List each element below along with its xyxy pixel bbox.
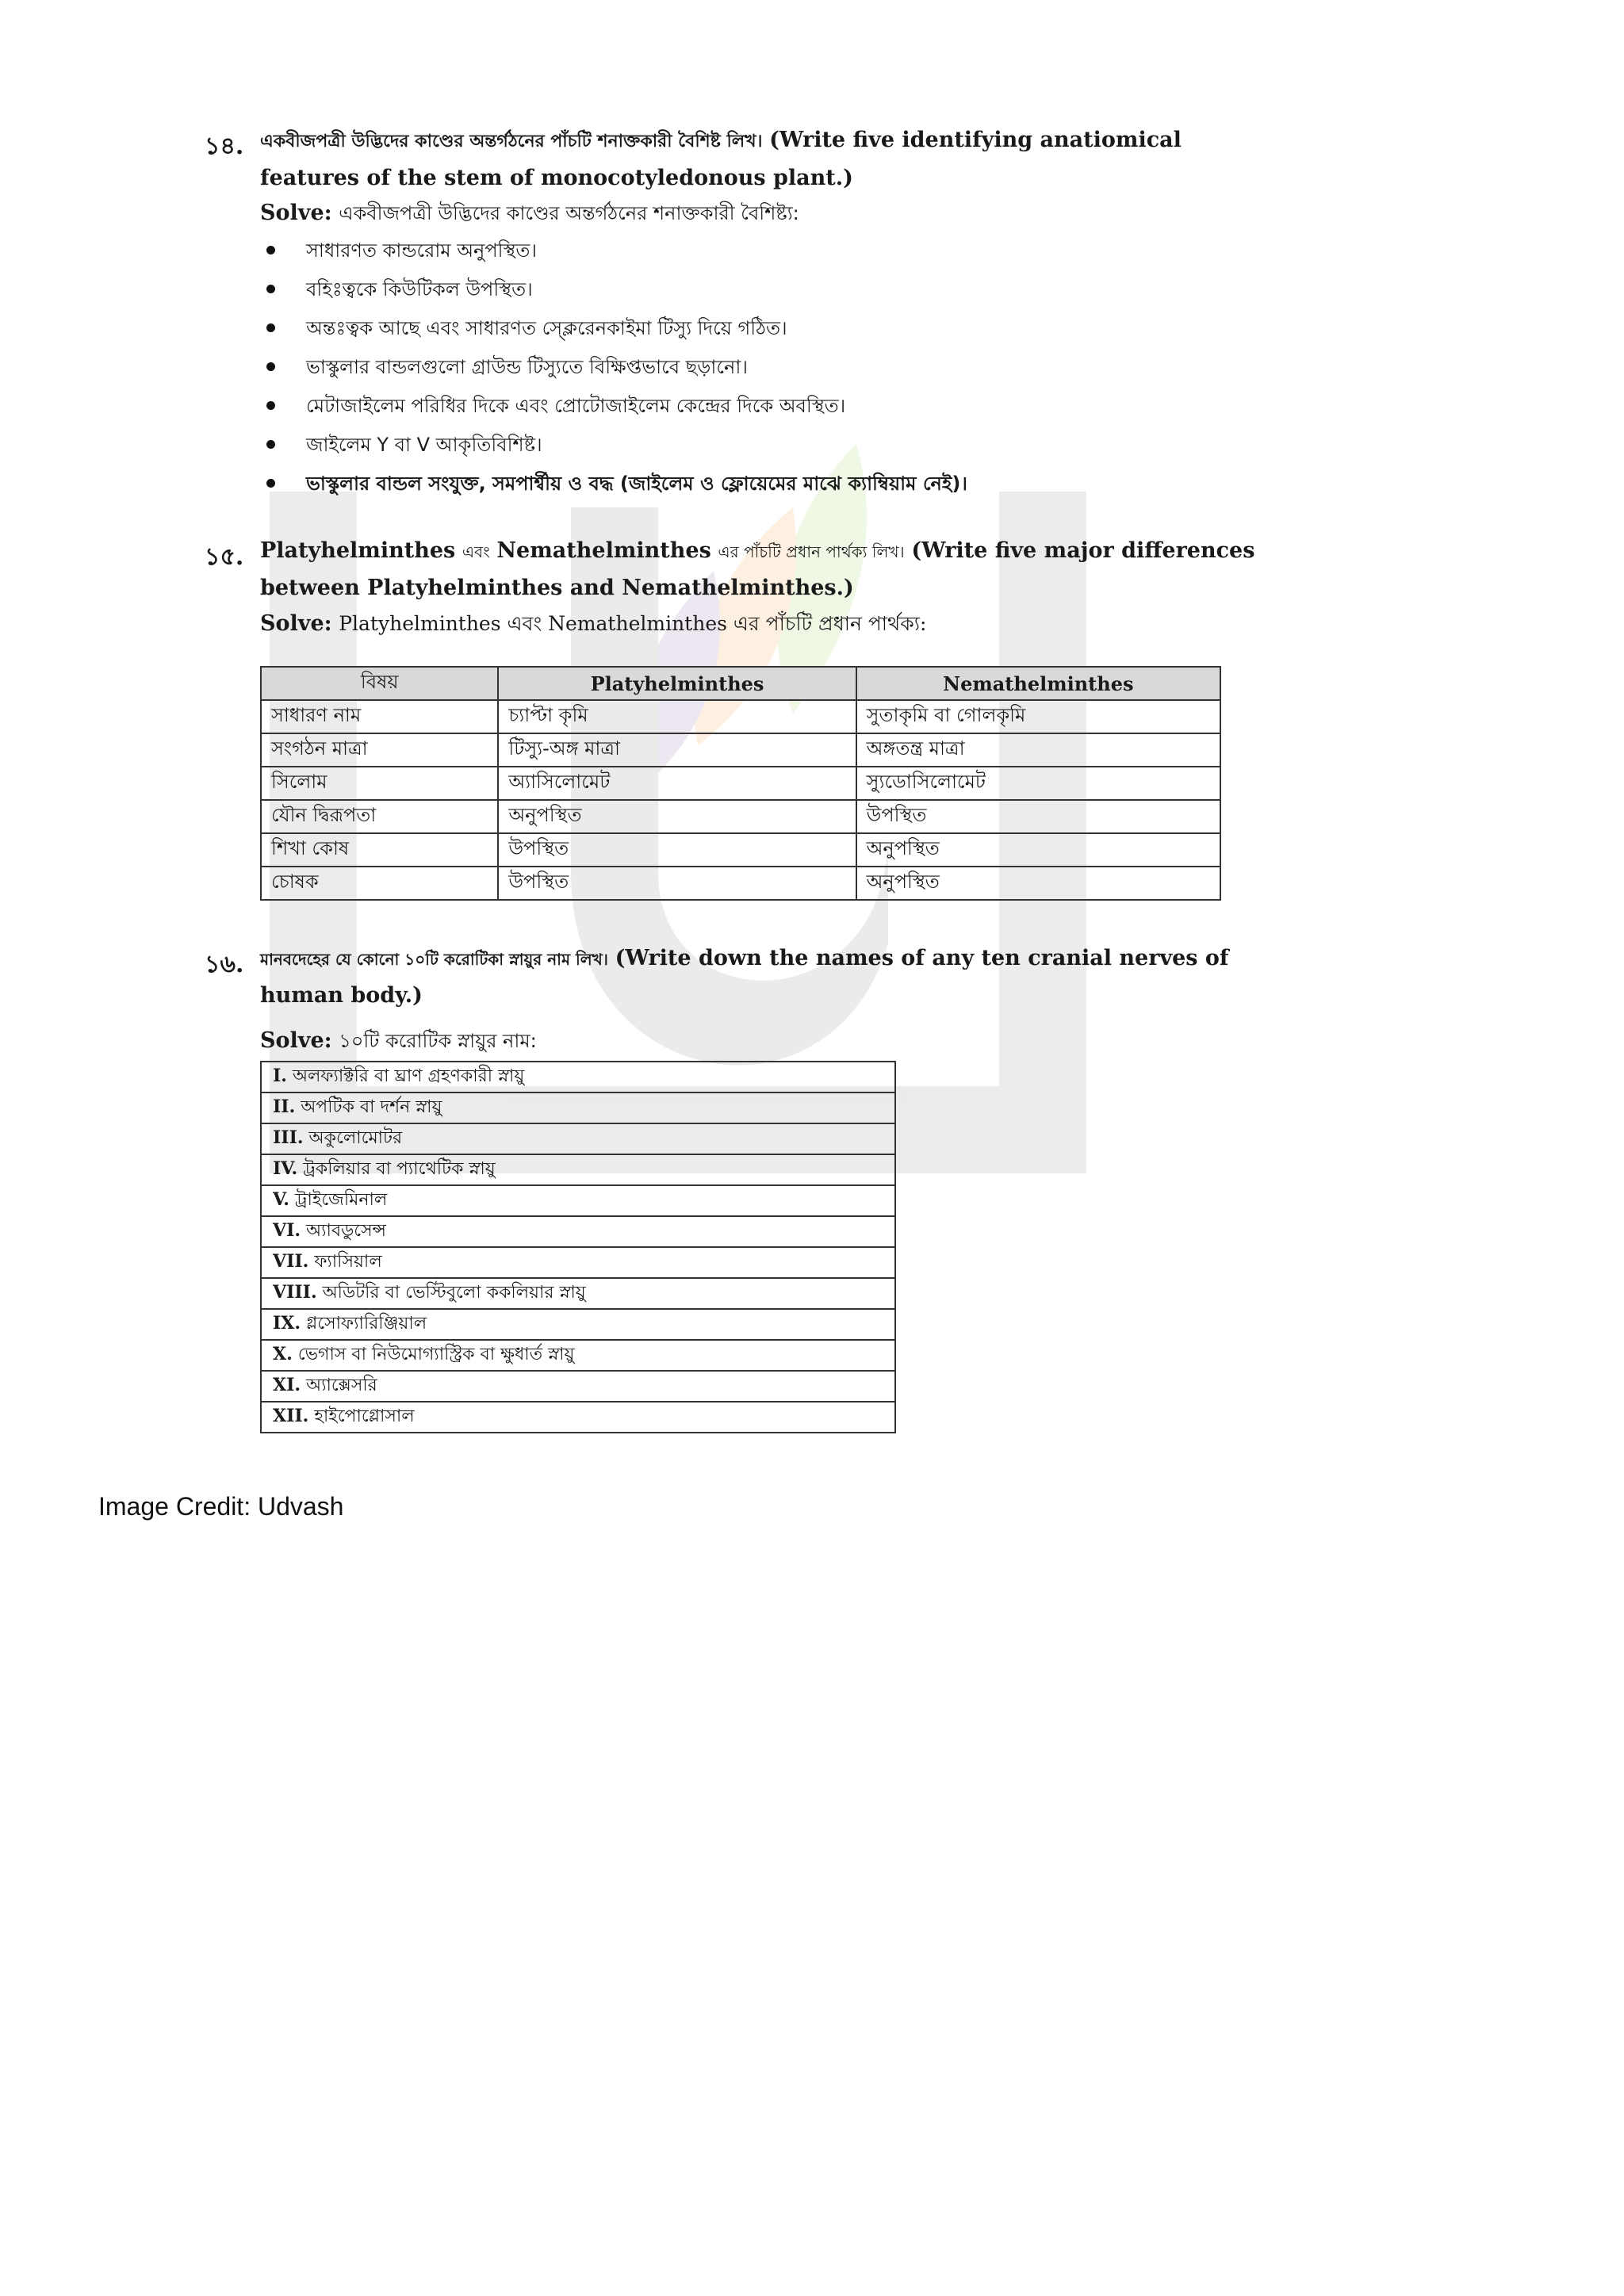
nerve-name: ভেগাস বা নিউমোগ্যাস্ট্রিক বা ক্ষুধার্ত স্নায়ু [297, 1345, 575, 1364]
table-cell [261, 1154, 895, 1185]
q15-question-en-line1: (Write five major differences [911, 538, 1255, 563]
list-item-text: ভাস্কুলার বান্ডল সংযুক্ত, সমপার্শ্বীয় ও বদ্ধ (জাইলেম ও ফ্লোয়েমের মাঝে ক্যাম্বিয়াম নেই)। [306, 473, 967, 495]
table-cell: অঙ্গতন্ত্র মাত্রা [856, 733, 1220, 767]
list-item-text: মেটাজাইলেম পরিধির দিকে এবং প্রোটোজাইলেম কেন্দ্রের দিকে অবস্থিত। [306, 395, 846, 417]
table-cell: শিখা কোষ [261, 833, 498, 867]
bullet-icon [266, 285, 275, 293]
list-item-text: সাধারণত কান্ডরোম অনুপস্থিত। [306, 239, 537, 262]
q14-solve-label: Solve: [260, 201, 332, 225]
table-cell: সংগঠন মাত্রা [261, 733, 498, 767]
table-row [261, 1340, 895, 1371]
roman-numeral: XII. [273, 1406, 309, 1426]
nerve-name: অ্যাবডুসেন্স [306, 1221, 386, 1241]
table-row [261, 800, 1220, 833]
nerve-name: অডিটরি বা ভেস্টিবুলো ককলিয়ার স্নায়ু [322, 1283, 586, 1303]
q15-solve-text: Platyhelminthes এবং Nemathelminthes এর পাঁচটি প্রধান পার্থক্য: [339, 612, 927, 635]
list-item [262, 348, 967, 387]
roman-numeral: V. [273, 1189, 289, 1210]
table-row [261, 1123, 895, 1154]
q14-number: ১৪. [205, 132, 244, 160]
nerve-name: ট্রকলিয়ার বা প্যাথেটিক স্নায়ু [303, 1159, 496, 1179]
q14-bullet-list [262, 232, 967, 503]
table-header-row [261, 667, 1220, 700]
list-item [262, 426, 967, 465]
nerve-name: ফ্যাসিয়াল [314, 1252, 382, 1272]
q14-question-en-line1: (Write five identifying anatiomical [769, 128, 1182, 152]
table-cell [261, 1278, 895, 1309]
q15-solve-label: Solve: [260, 611, 332, 636]
table-cell [261, 1185, 895, 1216]
list-item [262, 270, 967, 309]
roman-numeral: VII. [273, 1251, 309, 1272]
table-row [261, 1402, 895, 1433]
q14-solve [260, 195, 799, 232]
table-cell: টিস্যু-অঙ্গ মাত্রা [498, 733, 856, 767]
table-row [261, 700, 1220, 733]
table-cell: সাধারণ নাম [261, 700, 498, 733]
nerve-name: হাইপোগ্লোসাল [314, 1406, 415, 1426]
table-cell: অনুপস্থিত [498, 800, 856, 833]
table-row [261, 833, 1220, 867]
bullet-icon [266, 440, 275, 449]
nerve-name: অকুলোমোটর [308, 1128, 403, 1148]
table-cell [261, 1062, 895, 1093]
column-header: Platyhelminthes [498, 667, 856, 700]
roman-numeral: II. [273, 1096, 296, 1117]
q16-question [260, 940, 1291, 1014]
q16-solve [260, 1023, 537, 1059]
q16-question-en-line1: (Write down the names of any ten cranial nerves of [615, 946, 1229, 970]
q16-question-bn: মানবদেহের যে কোনো ১০টি করোটিকা স্নায়ুর নাম লিখ। [260, 950, 608, 969]
q15-solve [260, 606, 926, 642]
table-cell [261, 1093, 895, 1123]
nerve-name: গ্লসোফ্যারিঞ্জিয়াল [306, 1314, 427, 1334]
roman-numeral: X. [273, 1344, 293, 1364]
bullet-icon [266, 479, 275, 488]
bullet-icon [266, 323, 275, 332]
table-row [261, 1154, 895, 1185]
table-cell [261, 1216, 895, 1247]
table-cell: সিলোম [261, 767, 498, 800]
table-row [261, 1278, 895, 1309]
q14-question-en-line2: features of the stem of monocotyledonous plant.) [260, 166, 853, 190]
list-item-text: বহিঃত্বকে কিউটিকল উপস্থিত। [306, 278, 533, 300]
list-item-text: জাইলেম Y বা V আকৃতিবিশিষ্ট। [306, 434, 542, 456]
column-header: বিষয় [261, 667, 498, 700]
table-cell: যৌন দ্বিরূপতা [261, 800, 498, 833]
table-row [261, 1371, 895, 1402]
table-cell [261, 1371, 895, 1402]
roman-numeral: VI. [273, 1220, 301, 1241]
q16-number: ১৬. [205, 951, 244, 978]
bullet-icon [266, 362, 275, 371]
q16-solve-text: ১০টি করোটিক স্নায়ুর নাম: [339, 1030, 537, 1052]
q14-question-bn: একবীজপত্রী উদ্ভিদের কাণ্ডের অন্তর্গঠনের পাঁচটি শনাক্তকারী বৈশিষ্ট লিখ। [260, 132, 763, 151]
q14-solve-text: একবীজপত্রী উদ্ভিদের কাণ্ডের অন্তর্গঠনের শনাক্তকারী বৈশিষ্ট্য: [339, 202, 799, 224]
cranial-nerves-table [260, 1061, 896, 1433]
table-cell [261, 1123, 895, 1154]
table-row [261, 867, 1220, 900]
table-row [261, 1247, 895, 1278]
list-item-text: অন্তঃত্বক আছে এবং সাধারণত স্ক্লেরেনকাইমা টিস্যু দিয়ে গঠিত। [306, 317, 787, 339]
table-row [261, 1216, 895, 1247]
list-item [262, 232, 967, 270]
table-cell: স্যুডোসিলোমেট [856, 767, 1220, 800]
q15-question-p1: Platyhelminthes [260, 538, 456, 563]
q15-question-en-line2: between Platyhelminthes and Nemathelminthes.) [260, 576, 854, 600]
table-cell: অনুপস্থিত [856, 833, 1220, 867]
table-row [261, 1309, 895, 1340]
list-item [262, 309, 967, 348]
table-cell: উপস্থিত [856, 800, 1220, 833]
q16-solve-label: Solve: [260, 1028, 332, 1053]
table-cell: চোষক [261, 867, 498, 900]
column-header: Nemathelminthes [856, 667, 1220, 700]
roman-numeral: IV. [273, 1158, 298, 1179]
table-row [261, 767, 1220, 800]
q15-question [260, 533, 1291, 607]
q16-question-en-line2: human body.) [260, 983, 423, 1008]
list-item [262, 387, 967, 426]
nerve-name: অ্যাক্সেসরি [306, 1376, 377, 1395]
nerve-name: অলফ্যাক্টরি বা ঘ্রাণ গ্রহণকারী স্নায়ু [292, 1066, 525, 1086]
table-cell [261, 1340, 895, 1371]
nerve-name: অপটিক বা দর্শন স্নায়ু [301, 1097, 442, 1117]
roman-numeral: I. [273, 1066, 287, 1086]
image-credit: Image Credit: Udvash [98, 1492, 344, 1521]
table-cell: অ্যাসিলোমেট [498, 767, 856, 800]
roman-numeral: VIII. [273, 1282, 317, 1303]
q15-question-p3: Nemathelminthes [496, 538, 711, 563]
q14-question [260, 122, 1291, 197]
roman-numeral: III. [273, 1127, 304, 1148]
list-item-text: ভাস্কুলার বান্ডলগুলো গ্রাউন্ড টিস্যুতে বিক্ষিপ্তভাবে ছড়ানো। [306, 356, 748, 378]
bullet-icon [266, 246, 275, 254]
table-cell: উপস্থিত [498, 867, 856, 900]
table-row [261, 1185, 895, 1216]
table-row [261, 1062, 895, 1093]
roman-numeral: XI. [273, 1375, 301, 1395]
table-cell [261, 1309, 895, 1340]
table-cell [261, 1247, 895, 1278]
q15-question-p4: এর পাঁচটি প্রধান পার্থক্য লিখ। [718, 542, 905, 561]
list-item [262, 465, 967, 503]
table-cell: উপস্থিত [498, 833, 856, 867]
roman-numeral: IX. [273, 1313, 301, 1334]
table-row [261, 733, 1220, 767]
differences-table [260, 666, 1221, 901]
q15-question-p2: এবং [462, 542, 490, 561]
q15-number: ১৫. [205, 543, 244, 571]
table-cell: অনুপস্থিত [856, 867, 1220, 900]
bullet-icon [266, 401, 275, 410]
table-cell: সুতাকৃমি বা গোলকৃমি [856, 700, 1220, 733]
table-cell [261, 1402, 895, 1433]
nerve-name: ট্রাইজেমিনাল [294, 1190, 388, 1210]
table-row [261, 1093, 895, 1123]
table-cell: চ্যাপ্টা কৃমি [498, 700, 856, 733]
